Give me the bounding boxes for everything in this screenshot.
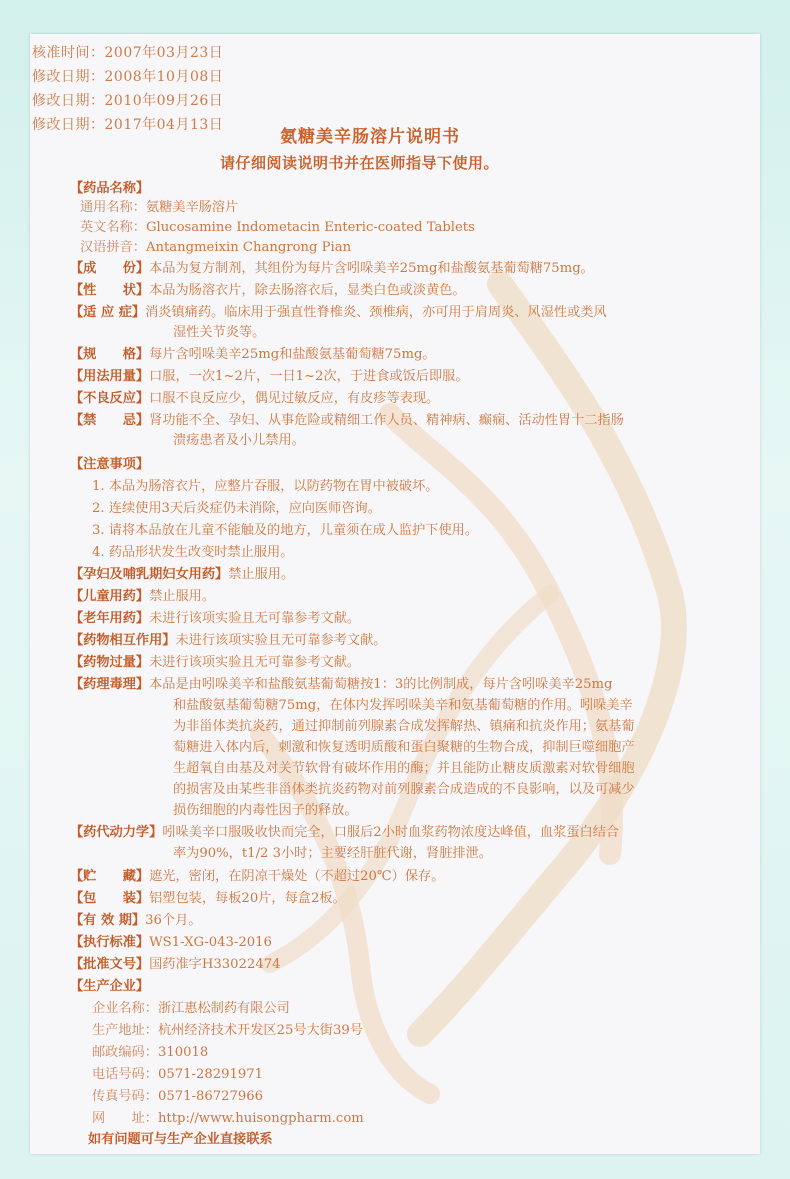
revision-approval xyxy=(32,44,223,62)
pharmacology-row xyxy=(70,676,612,694)
pharmacology-text-cont: 为非甾体类抗炎药，通过抑制前列腺素合成发挥解热、镇痛和抗炎作用；氨基葡 xyxy=(173,719,635,734)
validity-text: 36个月。 xyxy=(145,913,202,928)
indications-text-cont: 湿性关节炎等。 xyxy=(173,325,266,340)
pharmacokinetics-row xyxy=(70,824,619,842)
manufacturer-field-value: 0571-28291971 xyxy=(157,1067,264,1082)
revision-2 xyxy=(32,92,223,110)
children-label: 【儿童用药】 xyxy=(70,589,150,604)
manufacturer-field-label: 邮政编码： xyxy=(92,1045,158,1060)
revision-date: 2017年04月13日 xyxy=(104,117,224,133)
storage-label: 【贮 藏】 xyxy=(70,869,150,884)
revision-label: 修改日期： xyxy=(32,117,105,133)
pregnancy-row xyxy=(70,566,294,584)
revision-date: 2007年03月23日 xyxy=(104,45,224,61)
document-title: 氨糖美辛肠溶片说明书 xyxy=(280,127,460,147)
manufacturer-website-row xyxy=(92,1110,364,1128)
specification-row xyxy=(70,346,436,364)
interactions-row xyxy=(70,632,387,650)
pinyin-name-row xyxy=(80,239,351,257)
character-label: 【性 状】 xyxy=(70,283,150,298)
precaution-item: 3. 请将本品放在儿童不能触及的地方，儿童须在成人监护下使用。 xyxy=(92,523,479,538)
precaution-item: 1. 本品为肠溶衣片，应整片吞服，以防药物在胃中被破坏。 xyxy=(92,479,439,494)
children-row xyxy=(70,588,215,606)
manufacturer-field-label: 生产地址： xyxy=(92,1023,158,1038)
pharmacology-text-cont: 萄糖进入体内后，刺激和恢复透明质酸和蛋白聚糖的生物合成，抑制巨噬细胞产 xyxy=(173,740,635,755)
revision-1 xyxy=(32,68,223,86)
package-label: 【包 装】 xyxy=(70,891,150,906)
approval-text: 国药准字H33022474 xyxy=(149,957,281,972)
composition-row xyxy=(70,260,594,278)
manufacturer-name-row xyxy=(92,1000,290,1018)
composition-label: 【成 份】 xyxy=(70,261,150,276)
pharmacokinetics-label: 【药代动力学】 xyxy=(70,825,163,840)
revision-date: 2010年09月26日 xyxy=(104,93,224,109)
manufacturer-field-label: 网 址： xyxy=(92,1111,158,1126)
standard-row xyxy=(70,934,272,952)
contraindications-text-cont: 溃疡患者及小儿禁用。 xyxy=(173,433,305,448)
contraindications-label: 【禁 忌】 xyxy=(70,413,150,428)
contraindications-row xyxy=(70,412,624,430)
english-name-value: Glucosamine Indometacin Enteric-coated Tablets xyxy=(145,220,475,235)
approval-label: 【批准文号】 xyxy=(70,957,150,972)
indications-row xyxy=(70,304,607,322)
common-name-label: 通用名称： xyxy=(80,200,146,215)
package-text: 铝塑包装，每板20片，每盒2板。 xyxy=(149,891,346,906)
leaflet-paper xyxy=(30,34,760,1154)
composition-text: 本品为复方制剂，其组份为每片含吲哚美辛25mg和盐酸氨基葡萄糖75mg。 xyxy=(149,261,594,276)
manufacturer-field-label: 传真号码： xyxy=(92,1089,158,1104)
elderly-text: 未进行该项实验且无可靠参考文献。 xyxy=(149,611,361,626)
contraindications-text: 肾功能不全、孕妇、从事危险或精细工作人员、精神病、癫痫、活动性胃十二指肠 xyxy=(149,413,624,428)
pinyin-name-label: 汉语拼音： xyxy=(80,240,146,255)
standard-label: 【执行标准】 xyxy=(70,935,150,950)
adverse-text: 口服不良反应少，偶见过敏反应，有皮疹等表现。 xyxy=(149,391,440,406)
manufacturer-field-label: 电话号码： xyxy=(92,1067,158,1082)
validity-label: 【有 效 期】 xyxy=(70,913,146,928)
manufacturer-field-value: 杭州经济技术开发区25号大街39号 xyxy=(157,1023,363,1038)
pharmacokinetics-text: 吲哚美辛口服吸收快而完全，口服后2小时血浆药物浓度达峰值，血浆蛋白结合 xyxy=(162,825,620,840)
revision-label: 修改日期： xyxy=(32,93,105,109)
pharmacology-text-cont: 损伤细胞的内毒性因子的释放。 xyxy=(173,803,358,818)
approval-row xyxy=(70,956,281,974)
pharmacokinetics-text-cont: 率为90%，t1/2 3小时；主要经肝脏代谢，肾脏排泄。 xyxy=(173,846,492,861)
pharmacology-text-cont: 和盐酸氨基葡萄糖75mg，在体内发挥吲哚美辛和氨基葡萄糖的作用。吲哚美辛 xyxy=(173,698,633,713)
common-name-value: 氨糖美辛肠溶片 xyxy=(145,200,239,215)
english-name-label: 英文名称： xyxy=(80,220,146,235)
dosage-label: 【用法用量】 xyxy=(70,369,150,384)
manufacturer-field-label: 企业名称： xyxy=(92,1001,158,1016)
revision-3 xyxy=(32,116,223,134)
precaution-item: 2. 连续使用3天后炎症仍未消除，应向医师咨询。 xyxy=(92,501,381,516)
section-precautions: 【注意事项】 xyxy=(70,457,150,472)
indications-label: 【适 应 症】 xyxy=(70,305,146,320)
interactions-label: 【药物相互作用】 xyxy=(70,633,176,648)
pharmacology-text-cont: 生超氧自由基及对关节软骨有破坏作用的酶；并且能防止糖皮质激素对软骨细胞 xyxy=(173,761,635,776)
elderly-row xyxy=(70,610,360,628)
overdose-text: 未进行该项实验且无可靠参考文献。 xyxy=(149,655,361,670)
manufacturer-fax-row xyxy=(92,1088,263,1106)
document-subtitle: 请仔细阅读说明书并在医师指导下使用。 xyxy=(220,154,500,172)
english-name-row xyxy=(80,219,475,237)
pinyin-name-value: Antangmeixin Changrong Pian xyxy=(145,240,352,255)
character-text: 本品为肠溶衣片，除去肠溶衣后，显类白色或淡黄色。 xyxy=(149,283,466,298)
storage-row xyxy=(70,868,444,886)
manufacturer-website-link[interactable]: http://www.huisongpharm.com xyxy=(157,1111,364,1126)
adverse-row xyxy=(70,390,439,408)
dosage-text: 口服，一次1~2片，一日1~2次，于进食或饭后即服。 xyxy=(149,369,469,384)
manufacturer-field-value: 0571-86727966 xyxy=(157,1089,264,1104)
validity-row xyxy=(70,912,201,930)
specification-text: 每片含吲哚美辛25mg和盐酸氨基葡萄糖75mg。 xyxy=(149,347,436,362)
children-text: 禁止服用。 xyxy=(149,589,216,604)
indications-text: 消炎镇痛药。临床用于强直性脊椎炎、颈椎病，亦可用于肩周炎、风湿性或类风 xyxy=(145,305,607,320)
dosage-row xyxy=(70,368,469,386)
standard-text: WS1-XG-043-2016 xyxy=(149,935,272,950)
revision-date: 2008年10月08日 xyxy=(104,69,224,85)
pharmacology-text-cont: 的损害及由某些非甾体类抗炎药物对前列腺素合成造成的不良影响，以及可减少 xyxy=(173,782,635,797)
revision-label: 核准时间： xyxy=(32,45,105,61)
overdose-row xyxy=(70,654,360,672)
contact-footer: 如有问题可与生产企业直接联系 xyxy=(88,1132,273,1147)
manufacturer-phone-row xyxy=(92,1066,263,1084)
pharmacology-label: 【药理毒理】 xyxy=(70,677,150,692)
manufacturer-field-value: 浙江惠松制药有限公司 xyxy=(157,1001,290,1016)
character-row xyxy=(70,282,466,300)
section-drug-name: 【药品名称】 xyxy=(70,181,150,196)
manufacturer-postcode-row xyxy=(92,1044,208,1062)
pharmacology-text: 本品是由吲哚美辛和盐酸氨基葡萄糖按1：3的比例制成，每片含吲哚美辛25mg xyxy=(149,677,613,692)
interactions-text: 未进行该项实验且无可靠参考文献。 xyxy=(175,633,387,648)
pregnancy-text: 禁止服用。 xyxy=(228,567,295,582)
precaution-item: 4. 药品形状发生改变时禁止服用。 xyxy=(92,545,294,560)
manufacturer-field-value: 310018 xyxy=(157,1045,209,1060)
specification-label: 【规 格】 xyxy=(70,347,150,362)
manufacturer-address-row xyxy=(92,1022,363,1040)
pregnancy-label: 【孕妇及哺乳期妇女用药】 xyxy=(70,567,229,582)
storage-text: 遮光，密闭，在阴凉干燥处（不超过20℃）保存。 xyxy=(149,869,445,884)
elderly-label: 【老年用药】 xyxy=(70,611,150,626)
revision-label: 修改日期： xyxy=(32,69,105,85)
overdose-label: 【药物过量】 xyxy=(70,655,150,670)
package-row xyxy=(70,890,346,908)
adverse-label: 【不良反应】 xyxy=(70,391,150,406)
section-manufacturer: 【生产企业】 xyxy=(70,979,150,994)
common-name-row xyxy=(80,199,238,217)
